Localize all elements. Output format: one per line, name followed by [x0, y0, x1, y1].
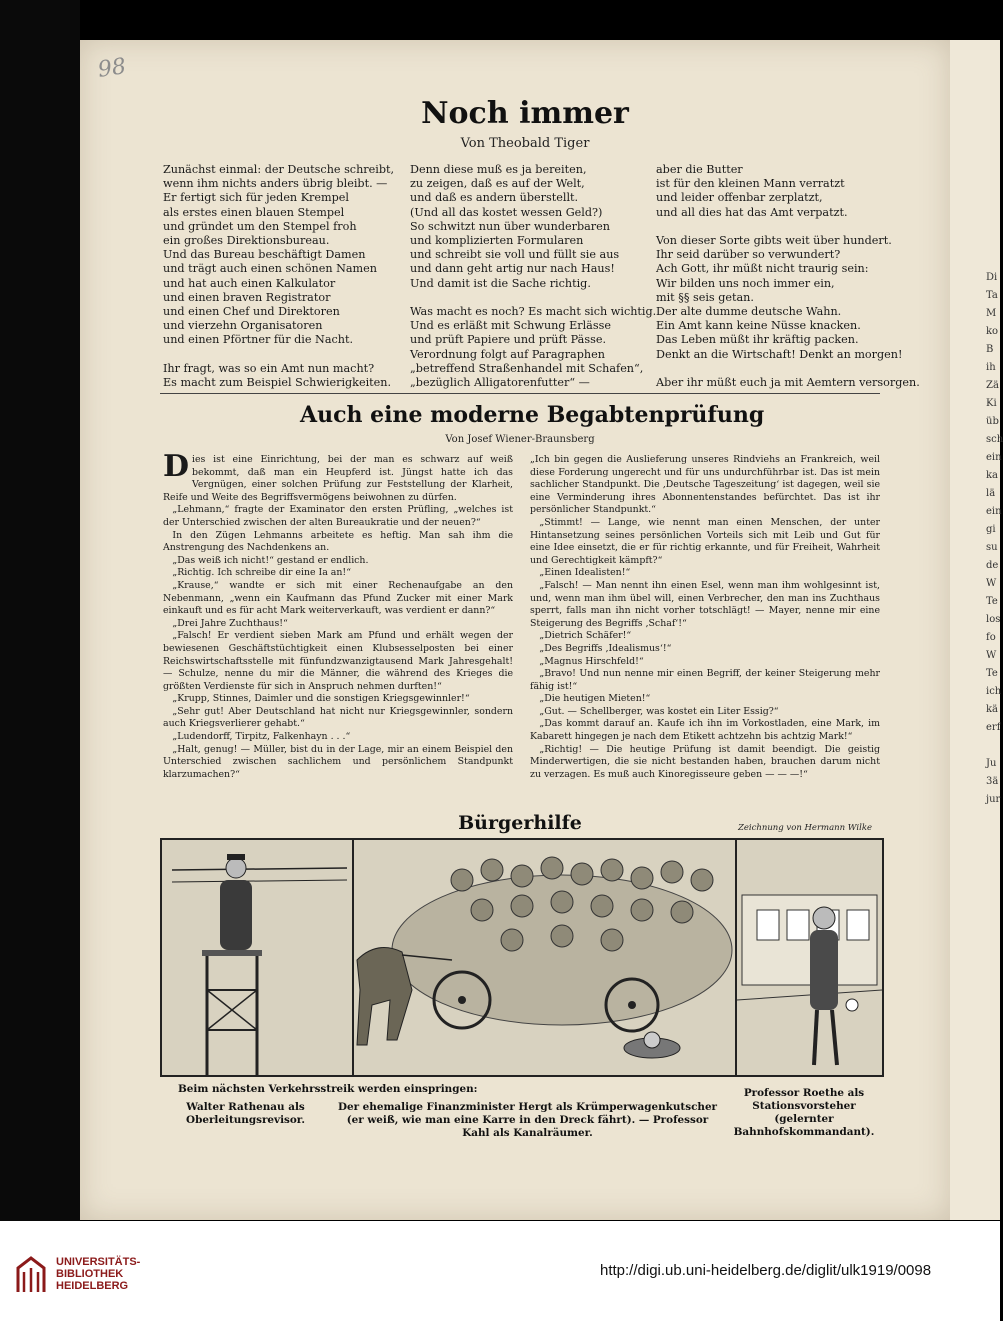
- cartoon-drawing: [162, 840, 882, 1075]
- article-paragraph: „Richtig. Ich schreibe dir eine Ia an!“: [172, 567, 351, 579]
- institution-line-3: HEIDELBERG: [56, 1280, 129, 1292]
- source-url-link[interactable]: http://digi.ub.uni-heidelberg.de/diglit/ulk1919/0098: [600, 1262, 932, 1279]
- adjacent-page-fragment: gi: [986, 524, 996, 535]
- panel-divider-2: [735, 840, 737, 1075]
- article-paragraph: „Magnus Hirschfeld!“: [539, 655, 644, 667]
- article-paragraph: „Krupp, Stinnes, Daimler und die sonstigen Kriegsgewinnler!“: [172, 693, 470, 705]
- article-paragraph: [163, 449, 513, 504]
- adjacent-page-fragment: los: [986, 614, 1001, 625]
- cartoon-title: Bürgerhilfe: [458, 812, 582, 834]
- adjacent-page-fragment: B: [986, 344, 994, 355]
- article-paragraph: „Das kommt darauf an. Kaufe ich ihn im Vorkostladen, eine Mark, im Kabarett hingegen je nach dem Etikett achtzehn bis achtzig Mark!“: [530, 718, 880, 743]
- article-paragraph: „Richtig! — Die heutige Prüfung ist damit beendigt. Die geistig Minderwertigen, die sie nicht bestanden haben, brauchen darum nicht zu verzagen. Es muß auch Kinoregisseure geben — — —!“: [530, 743, 880, 780]
- adjacent-page-fragment: üb: [986, 416, 999, 427]
- adjacent-page-fragment: W: [986, 578, 997, 589]
- adjacent-page-fragment: Te: [986, 668, 998, 679]
- adjacent-page-fragment: de: [986, 560, 999, 571]
- panel-left-drawing: [172, 854, 347, 1075]
- adjacent-page-fragment: Zä: [986, 380, 999, 391]
- adjacent-page-fragment: Ta: [986, 290, 998, 301]
- institution-line-1: UNIVERSITÄTS-: [56, 1256, 141, 1268]
- poem-column-2: Denn diese muß es ja bereiten, zu zeigen, daß es auf der Welt, und daß es andern überstellt. (Und all das kostet wessen Geld?) So schwitzt nun über wunderbaren und komplizierten Formularen und schreibt sie voll und füllt sie aus und dann geht artig nur nach Haus! Und damit ist die Sache richtig. Was macht es noch? Es macht sich wichtig. Und es erläßt mit Schwung Erlässe und prüft Papiere und prüft Pässe. Verordnung folgt auf Paragraphen „betreffend Straßenhandel mit Schafen“, „bezüglich Alligatorenfutter“ —: [410, 163, 657, 390]
- adjacent-page-fragment: ein: [986, 506, 1002, 517]
- article-paragraph: „Ich bin gegen die Auslieferung unseres Rindviehs an Frankreich, weil diese Forderung ungerecht und für uns undurchführbar ist. Das ist mein sachlicher Standpunkt. Die ‚Deutsche Tageszeitung‘ ist dagegen, weil sie eine Verminderung ihres Abonnentenstandes befürchtet. Das ist ihr persönlicher Standpunkt.“: [530, 454, 880, 516]
- university-library-logo-icon: [14, 1254, 48, 1296]
- article-paragraph: „Das weiß ich nicht!“ gestand er endlich.: [172, 554, 369, 566]
- article-paragraph: „Des Begriffs ‚Idealismus‘!“: [539, 642, 672, 654]
- adjacent-page-fragment: fo: [986, 632, 996, 643]
- adjacent-page-fragment: lä: [986, 488, 996, 499]
- article-paragraph: „Falsch! Er verdient sieben Mark am Pfund und erhält wegen der bewiesenen Geschäftstüchtigkeit einen Klubsesselposten bei einer Reichswirtschaftsstelle mit fünfundzwanzigtausend Mark Jahresgehalt! — Schulze, nenne du mir die Männer, die während des Krieges die größten Verdienste für sich in Anspruch nehmen durften!“: [163, 630, 513, 692]
- adjacent-page-fragment: ich: [986, 686, 1002, 697]
- cartoon-caption-right: Professor Roethe als Stationsvorsteher (gelernter Bahnhofskommandant).: [733, 1087, 875, 1138]
- adjacent-page-fragment: sch: [986, 434, 1003, 445]
- institution-line-2: BIBLIOTHEK: [56, 1268, 124, 1280]
- institution-name: [56, 1256, 140, 1292]
- adjacent-page-fragment: ein: [986, 452, 1002, 463]
- panel-right-drawing: [737, 895, 882, 1065]
- cartoon-credit: Zeichnung von Hermann Wilke: [737, 823, 873, 833]
- article-column-right: [530, 454, 880, 799]
- adjacent-page-fragment: jur: [986, 794, 1001, 805]
- section-divider: [160, 393, 880, 394]
- adjacent-page-fragment: kä: [986, 704, 999, 715]
- adjacent-page-fragment: Ju: [986, 758, 997, 769]
- article-title: Auch eine moderne Begabtenprüfung: [300, 402, 765, 428]
- adjacent-page-fragment: erf: [986, 722, 1001, 733]
- paragraph-text: ies ist eine Einrichtung, bei der man es schwarz auf weiß bekommt, daß man ein Heupferd ist. Jüngst hatte ich das Vergnügen, einer solchen Prüfung zur Feststellung der Klarheit, Reife und Weite des Begriffsvermögens beiwohnen zu dürfen.: [163, 454, 513, 503]
- article-paragraph: „Halt, genug! — Müller, bist du in der Lage, mir an einem Beispiel den Unterschied zwischen sachlichem und persönlichem Standpunkt klarzumachen?“: [163, 743, 513, 780]
- adjacent-page-fragment: M: [986, 308, 997, 319]
- article-paragraph: „Stimmt! — Lange, wie nennt man einen Menschen, der unter Hintansetzung seines persönlichen Vorteils sich mit Leib und Gut für eine Idee einsetzt, die er für richtig erkannte, und für Freiheit, Wahrheit und Gerechtigkeit kämpft?“: [530, 516, 880, 566]
- article-paragraph: „Falsch! — Man nennt ihn einen Esel, wenn man ihm wohlgesinnt ist, und, wenn man ihm übel will, einen Verbrecher, den man ins Zuchthaus sperrt, falls man ihn nicht vorher totschlägt! — Mayer, nenne mir eine Steigerung des Begriffs ‚Schaf‘!“: [530, 579, 880, 629]
- scan-left-margin: [0, 0, 80, 1321]
- poem-title: Noch immer: [421, 96, 629, 131]
- poem-column-3: aber die Butter ist für den kleinen Mann verratzt und leider offenbar zerplatzt, und all dies hat das Amt verpatzt. Von dieser Sorte gibts weit über hundert. Ihr seid darüber so verwundert? Ach Gott, ihr müßt nicht traurig sein: Wir bilden uns noch immer ein, mit §§ seis getan. Der alte dumme deutsche Wahn. Ein Amt kann keine Nüsse knacken. Das Leben müßt ihr kräftig packen. Denkt an die Wirtschaft! Denkt an morgen! Aber ihr müßt euch ja mit Aemtern: [656, 163, 903, 390]
- article-paragraph: „Dietrich Schäfer!“: [539, 630, 632, 642]
- adjacent-page-fragment: Di: [986, 272, 998, 283]
- cartoon-caption-intro: Beim nächsten Verkehrsstreik werden einspringen:: [178, 1083, 478, 1095]
- article-paragraph: „Sehr gut! Aber Deutschland hat nicht nur Kriegsgewinnler, sondern auch Kriegsverlierer gehabt.“: [163, 705, 513, 730]
- adjacent-page-fragment: Te: [986, 596, 998, 607]
- article-paragraph: „Lehmann,“ fragte der Examinator den ersten Prüfling, „welches ist der Unterschied zwischen der alten Bureaukratie und der neuen?“: [163, 504, 513, 528]
- adjacent-page-fragment: ih: [986, 362, 996, 373]
- cartoon-illustration: [160, 838, 884, 1077]
- adjacent-page-fragment: 3ä: [986, 776, 999, 787]
- article-paragraph: „Bravo! Und nun nenne mir einen Begriff, der keiner Steigerung mehr fähig ist!“: [530, 668, 880, 692]
- adjacent-page-fragment: Ki: [986, 398, 997, 409]
- poem-byline: Von Theobald Tiger: [460, 136, 590, 151]
- panel-divider-1: [352, 840, 354, 1075]
- article-paragraph: „Einen Idealisten!“: [539, 567, 631, 579]
- adjacent-page-fragment: su: [986, 542, 998, 553]
- cartoon-caption-middle: Der ehemalige Finanzminister Hergt als Krümperwagenkutscher (er weiß, wie man eine Karre in den Dreck fährt). — Professor Kahl als Kanalräumer.: [337, 1101, 718, 1139]
- article-paragraph: In den Zügen Lehmanns arbeitete es heftig. Man sah ihm die Anstrengung des Nachdenkens an.: [163, 529, 513, 554]
- drop-capital: D: [163, 449, 190, 484]
- page-number: 98: [96, 54, 128, 83]
- article-paragraph: „Drei Jahre Zuchthaus!“: [172, 617, 288, 629]
- article-paragraph: „Ludendorff, Tirpitz, Falkenhayn . . .“: [172, 731, 351, 743]
- adjacent-page-fragment: ko: [986, 326, 999, 337]
- adjacent-page-fragment: ka: [986, 470, 999, 481]
- poem-column-1: Zunächst einmal: der Deutsche schreibt, wenn ihm nichts anders übrig bleibt. — Er fertigt sich für jeden Krempel als erstes einen blauen Stempel und gründet um den Stempel froh ein großes Direktionsbureau. Und das Bureau beschäftigt Damen und trägt auch einen schönen Namen und hat auch einen Kalkulator und einen braven Registrator und einen Chef und Direktoren und vierzehn Organisatoren und einen Pförtner für die Nacht. Ihr fragt, was so ein Amt nun macht? Es macht zum Beispiel Schwierigkeiten.: [163, 163, 395, 390]
- article-paragraph: „Die heutigen Mieten!“: [539, 693, 651, 705]
- article-byline: Von Josef Wiener-Braunsberg: [445, 434, 595, 445]
- cartoon-caption-left: Walter Rathenau als Oberleitungsrevisor.: [186, 1101, 305, 1126]
- panel-middle-drawing: [357, 857, 732, 1058]
- adjacent-page-fragment: W: [986, 650, 997, 661]
- article-paragraph: „Krause,“ wandte er sich mit einer Rechenaufgabe an den Nebenmann, „wenn ein Kaufmann das Pfund Zucker mit einer Mark einkauft und es für acht Mark weiterverkauft, was verdient er dann?“: [163, 579, 513, 617]
- article-paragraph: „Gut. — Schellberger, was kostet ein Liter Essig?“: [539, 705, 779, 717]
- article-column-left: [163, 449, 513, 799]
